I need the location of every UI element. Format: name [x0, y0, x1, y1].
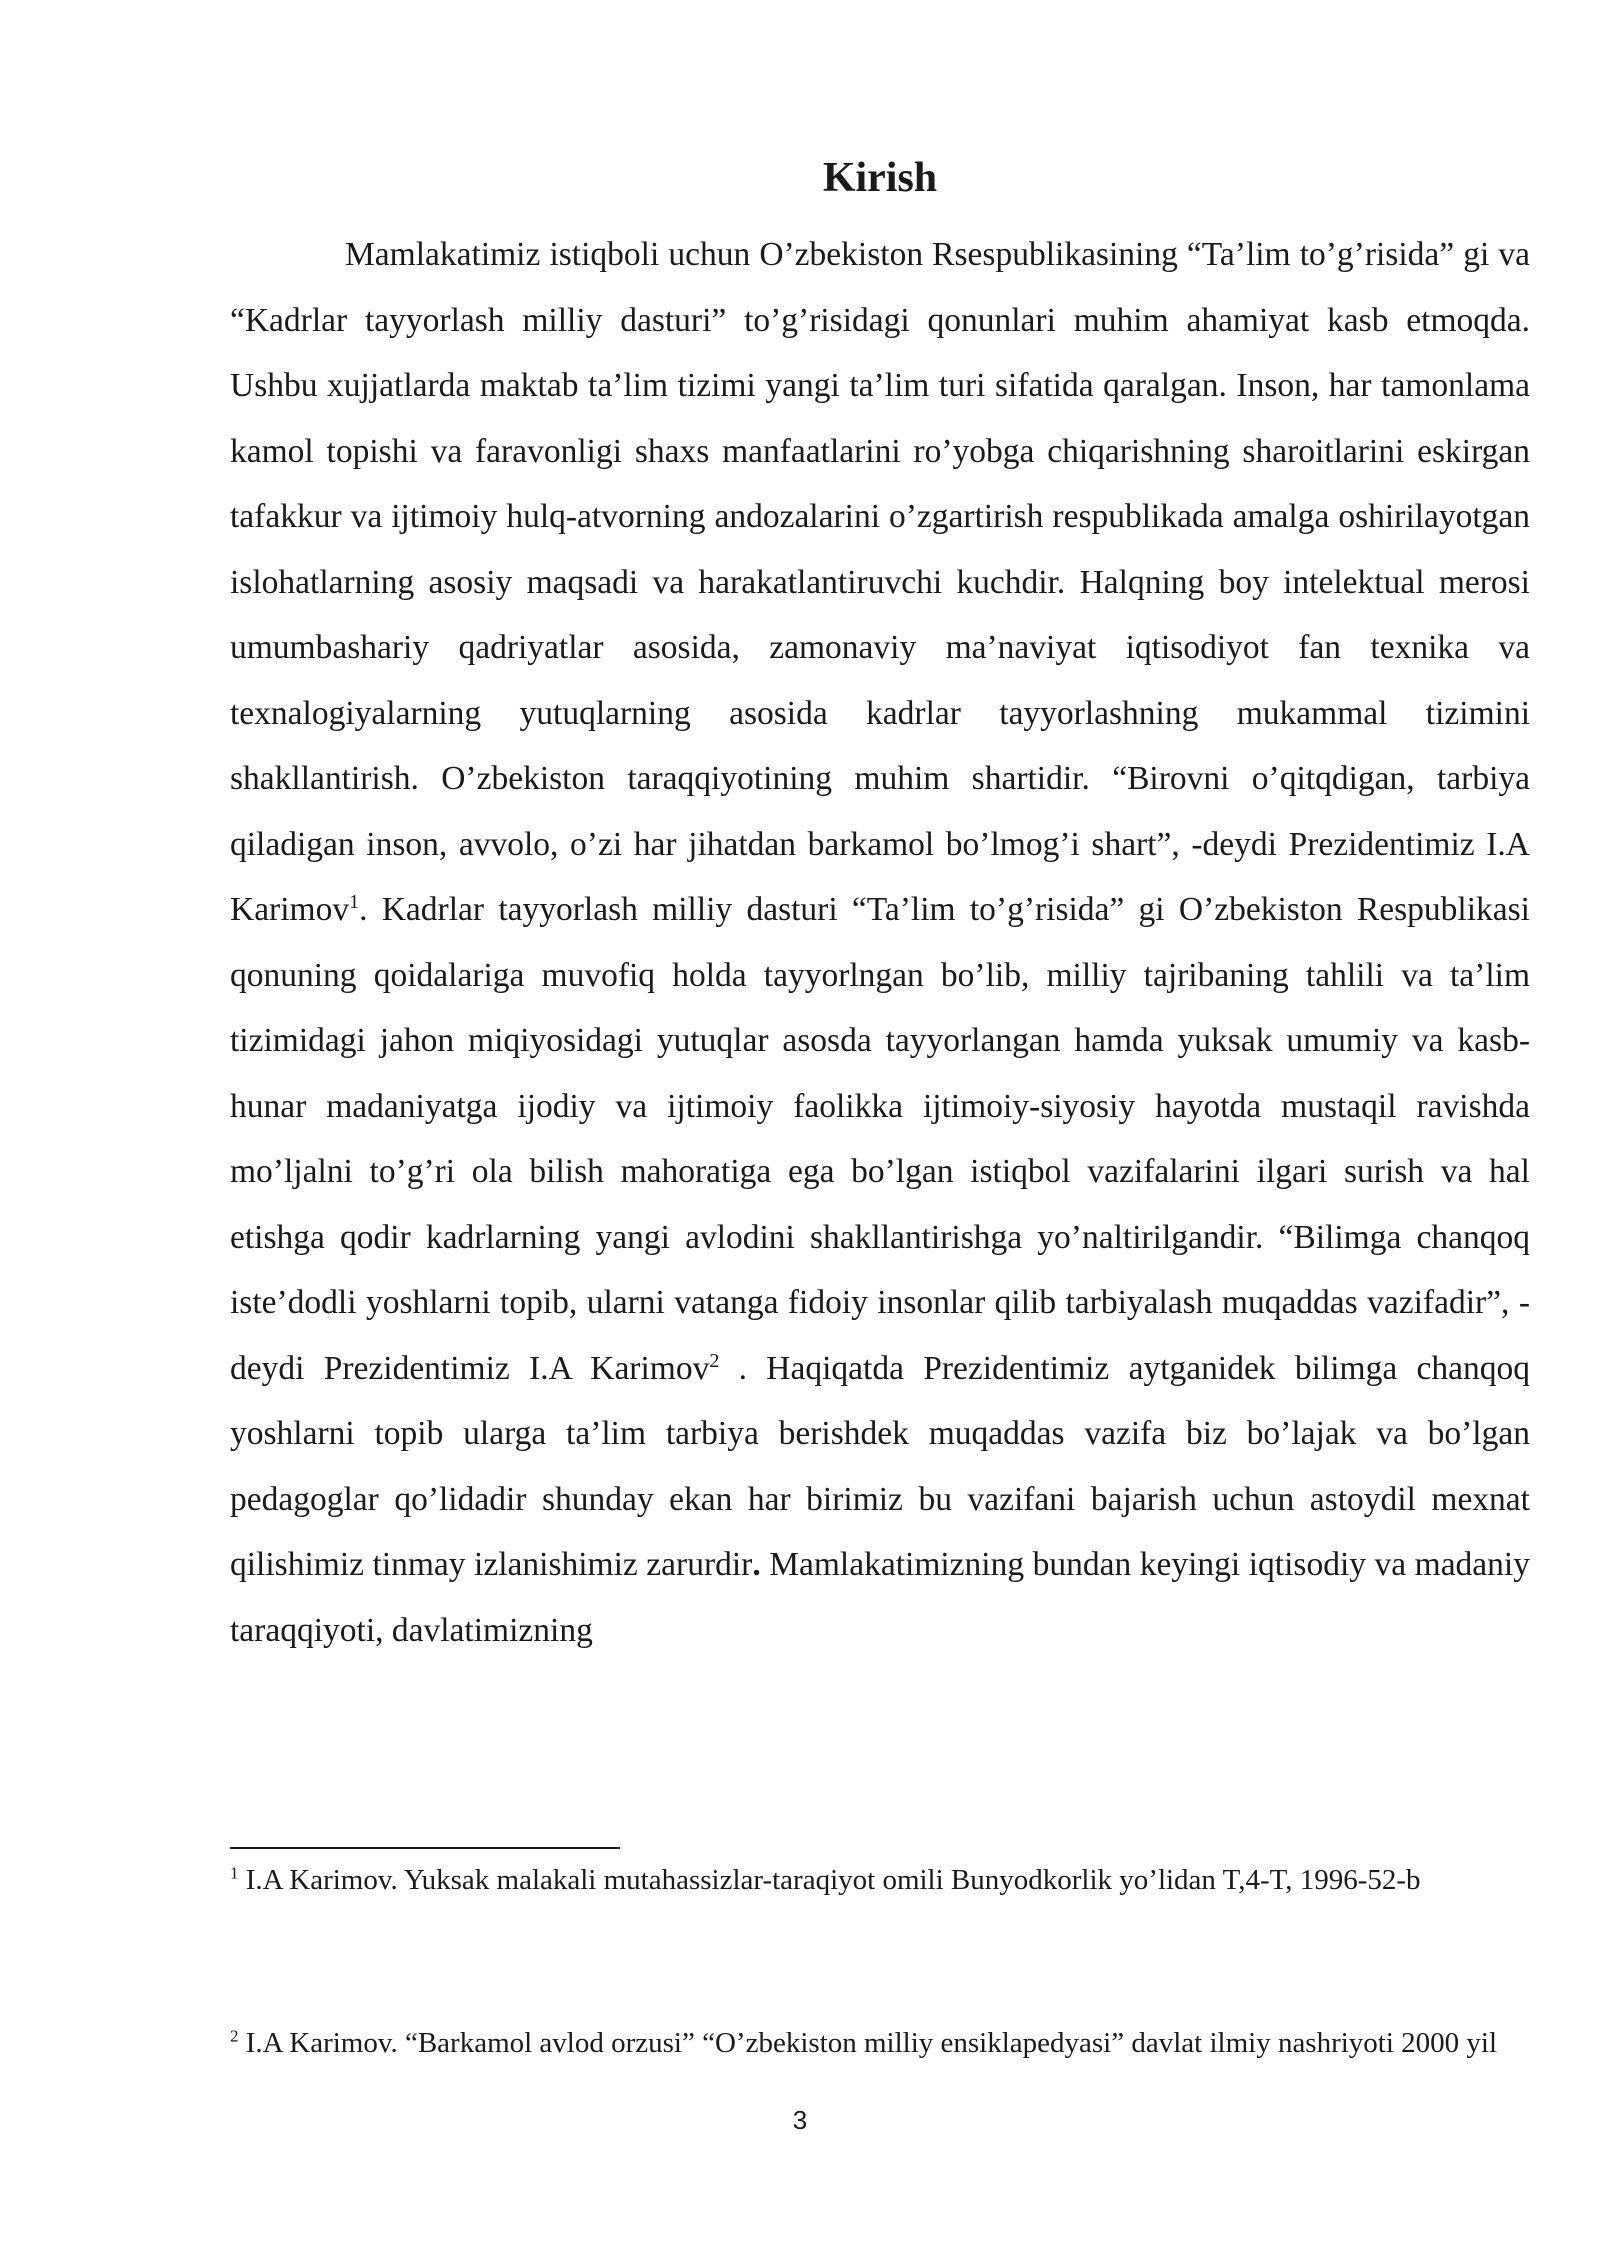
footnote-2-text: I.A Karimov. “Barkamol avlod orzusi” “O’zbekiston milliy ensiklapedyasi” davlat ilmiy nashriyoti 2000 yil: [238, 2027, 1498, 2059]
body-text-part-1: Mamlakatimiz istiqboli uchun O’zbekiston Rsespublikasining “Ta’lim to’g’risida” gi va “Kadrlar tayyorlash milliy dasturi” to’g’risidagi qonunlari muhim ahamiyat kasb etmoqda. Ushbu xujjatlarda maktab ta’lim tizimi yangi ta’lim turi sifatida qaralgan. Inson, har tamonlama kamol topishi va faravonligi shaxs manfaatlarini ro’yobga chiqarishning sharoitlarini eskirgan tafakkur va ijtimoiy hulq-atvorning andozalarini o’zgartirish respublikada amalga oshirilayotgan islohatlarning asosiy maqsadi va harakatlantiruvchi kuchdir. Halqning boy intelektual merosi umumbashariy qadriyatlar asosida, zamonaviy ma’naviyat iqtisodiyot fan texnika va texnalogiyalarning yutuqlarning asosida kadrlar tayyorlashning mukammal tizimini shakllantirish. O’zbekiston taraqqiyotining muhim shartidir. “Birovni o’qitqdigan, tarbiya qiladigan inson, avvolo, o’zi har jihatdan barkamol bo’lmog’i shart”, -deydi: [230, 236, 1530, 863]
body-text-bold-period: .: [752, 1546, 761, 1583]
footnote-2: [230, 2023, 1530, 2063]
page-number: 3: [792, 2105, 808, 2135]
body-paragraph: [230, 222, 1530, 1663]
body-text-part-4: Prezidentimiz I.A Karimov: [323, 1349, 710, 1387]
footnote-separator: [230, 1847, 620, 1849]
body-text-part-3: . Kadrlar tayyorlash milliy dasturi “Ta’lim to’g’risida” gi O’zbekiston Respublikasi qonuning qoidalariga muvofiq holda tayyorlngan bo’lib, milliy tajribaning tahlili va ta’lim tizimidagi jahon miqiyosidagi yutuqlar asosda tayyorlangan hamda yuksak umumiy va kasb-hunar madaniyatga ijodiy va ijtimoiy faolikka ijtimoiy-siyosiy hayotda mustaqil ravishda mo’ljalni to’g’ri ola bilish mahoratiga ega bo’lgan istiqbol vazifalarini ilgari surish va hal etishga qodir kadrlarning yangi avlodini shakllantirishga yo’naltirilgandir. “Bilimga chanqoq iste’dodli yoshlarni topib, ularni vatanga fidoiy insonlar qilib tarbiyalash muqaddas vazifadir”, -deydi: [230, 891, 1530, 1387]
body-text-part-7: Mamlakatimizning bundan keyingi iqtisodiy va madaniy taraqqiyoti, davlatimizning: [230, 1546, 1530, 1649]
footnote-reference-2[interactable]: 2: [709, 1349, 720, 1372]
footnote-1-text: I.A Karimov. Yuksak malakali mutahassizlar-taraqiyot omili Bunyodkorlik yo’lidan T,4-T, 1996-52-b: [238, 1864, 1421, 1896]
body-text-part-5: . Haqiqatda Prezidentimiz aytganidek bilimga chanqoq yoshlarni topib ularga ta’lim tarbiya berishdek muqaddas vazifa biz bo’lajak va bo’lgan pedagoglar qo’lidadir shunday ekan har birimiz bu vazifani bajarish uchun astoydil mexnat qilishimiz tinmay izlanishimiz zarurdir: [230, 1349, 1530, 1583]
page-title: Kirish: [822, 155, 938, 201]
footnote-reference-1[interactable]: 1: [349, 890, 360, 913]
footnote-2-mark: 2: [230, 2026, 239, 2046]
body-text-part-2: Prezidentimiz I.A Karimov: [230, 825, 1530, 928]
footnote-1: [230, 1860, 1530, 1900]
footnote-1-mark: 1: [230, 1863, 239, 1883]
